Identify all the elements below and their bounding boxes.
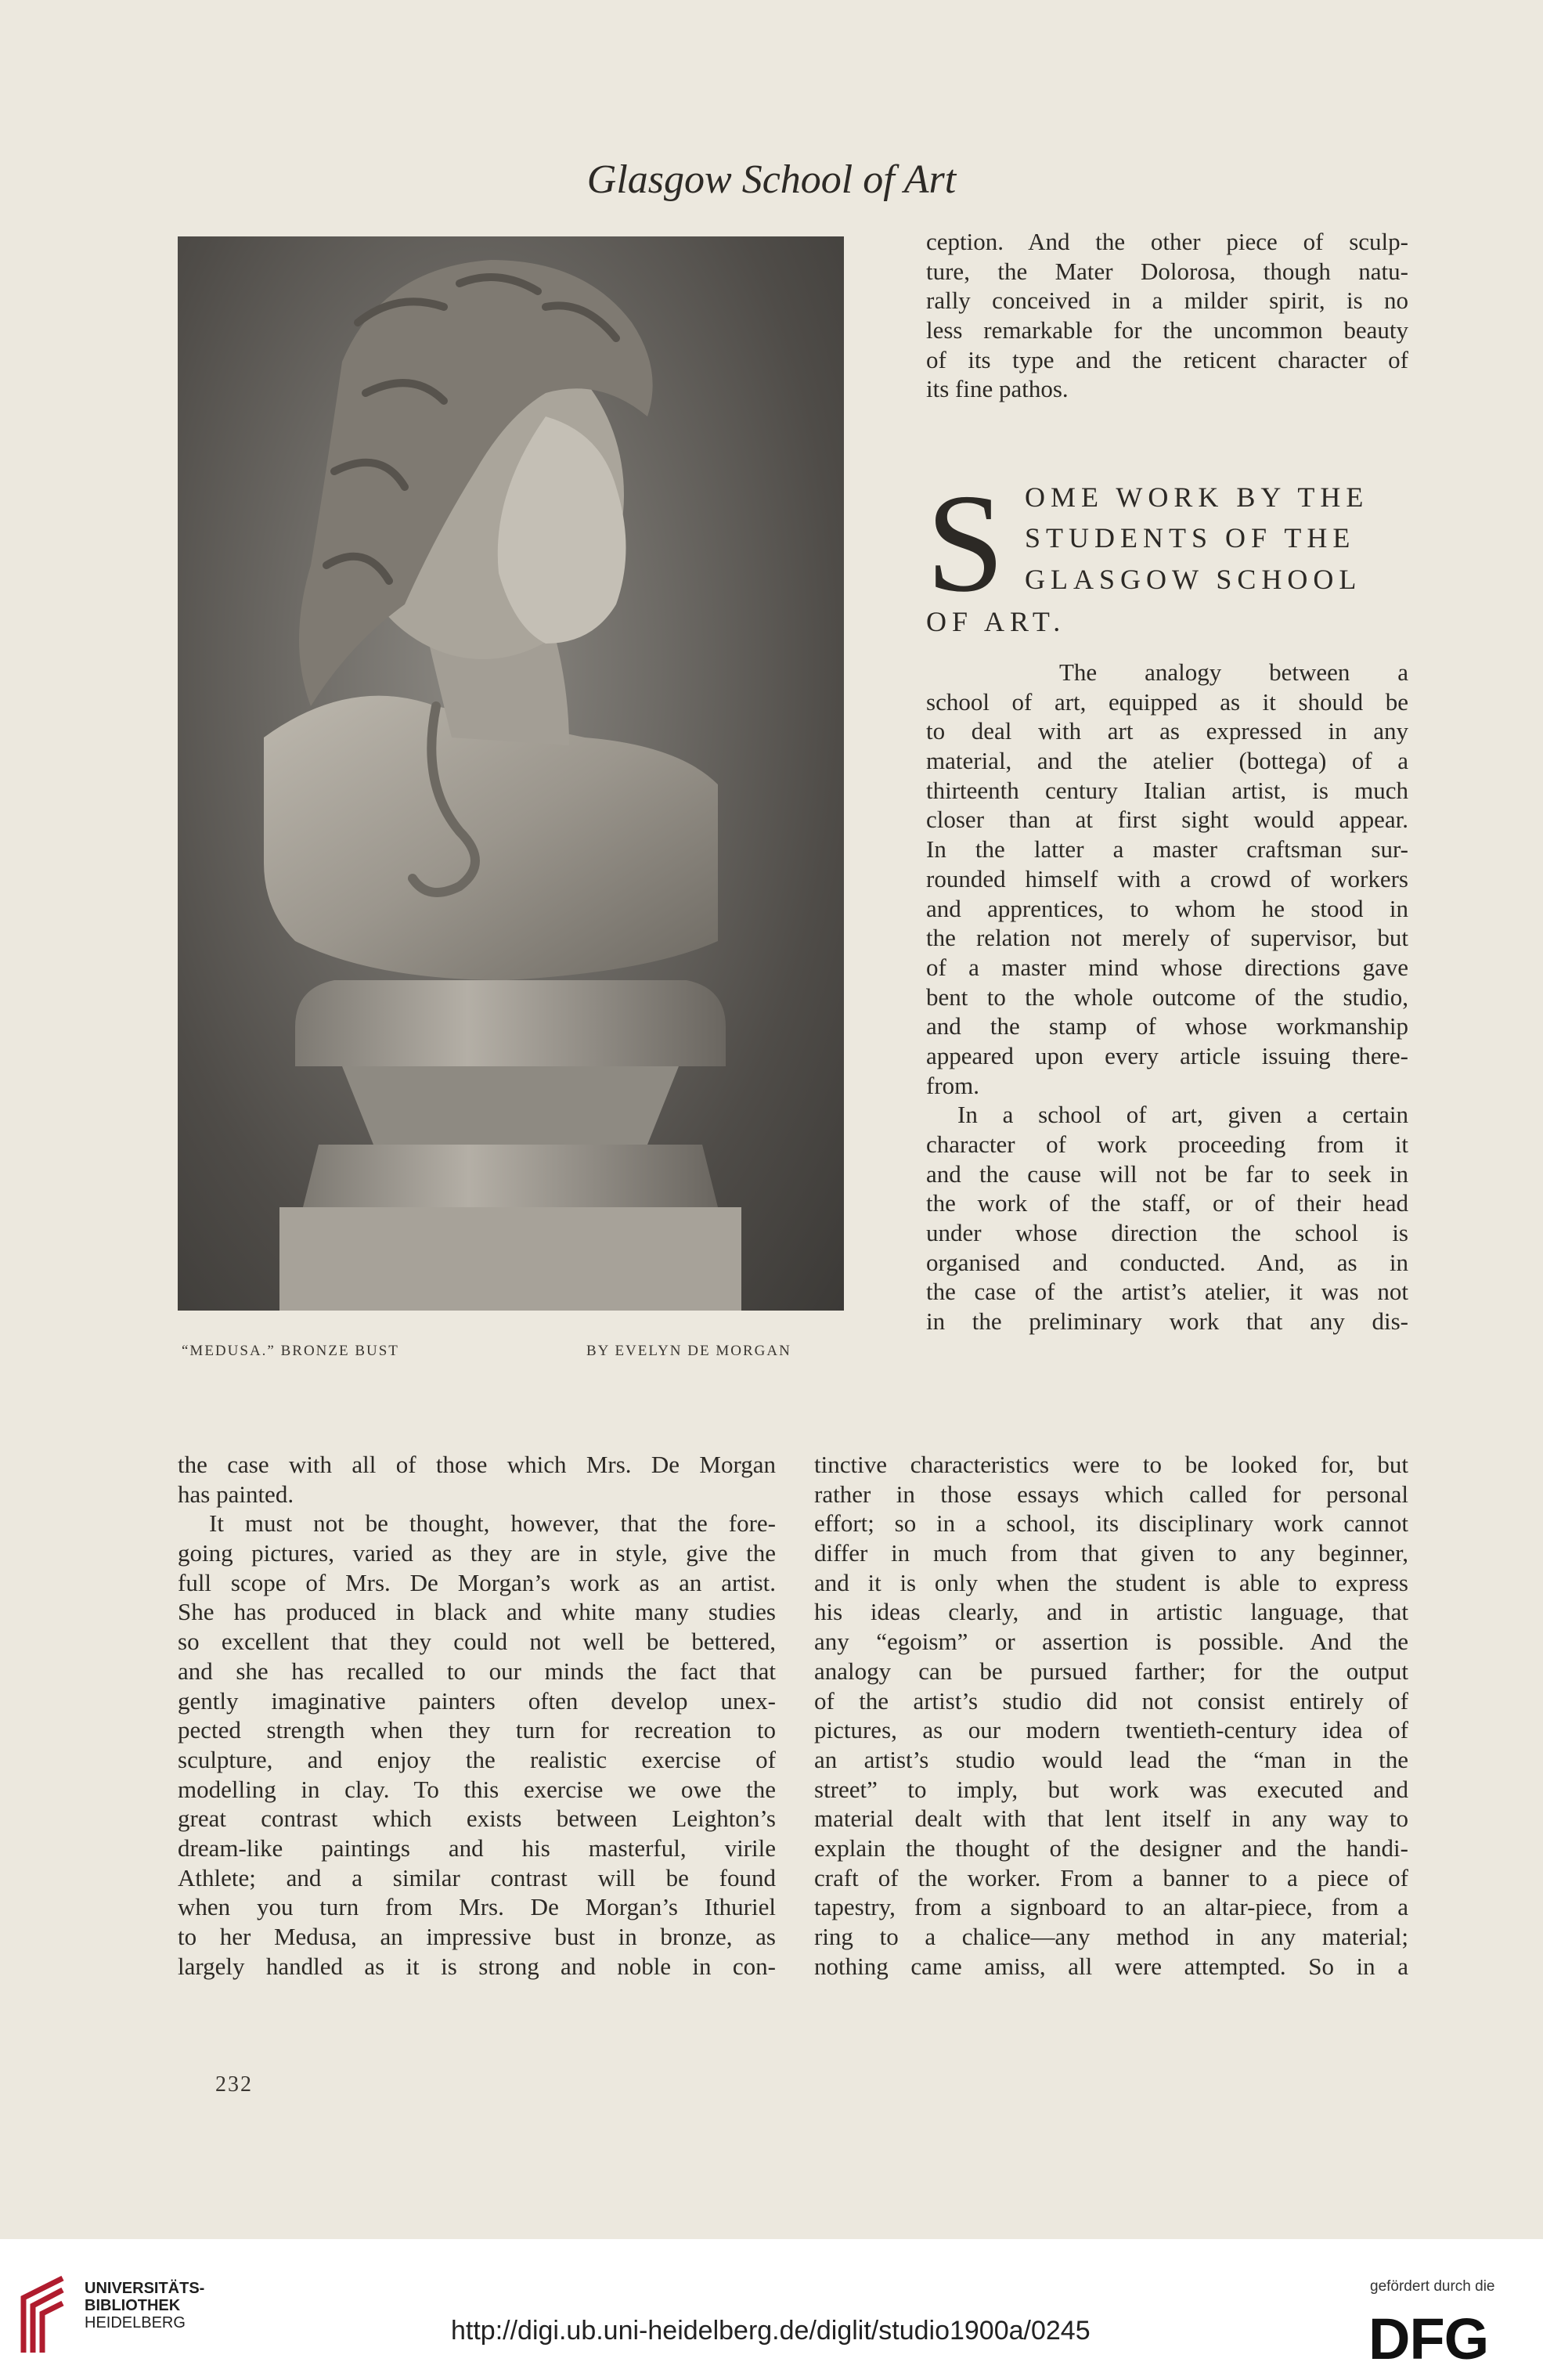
text-line: ception. And the other piece of sculp- xyxy=(926,228,1408,255)
left-column xyxy=(178,1450,776,1981)
text-line: In a school of art, given a certain xyxy=(957,1101,1408,1129)
text-line: pictures, as our modern twentieth-century idea of xyxy=(814,1716,1408,1744)
text-line: and she has recalled to our minds the fact that xyxy=(178,1657,776,1685)
text-line: to deal with art as expressed in any xyxy=(926,717,1408,745)
viewer-footer xyxy=(0,2239,1543,2380)
text-line: craft of the worker. From a banner to a piece of xyxy=(814,1863,1408,1891)
text-line: rally conceived in a milder spirit, is no xyxy=(926,287,1408,315)
text-line: thirteenth century Italian artist, is much xyxy=(926,776,1408,804)
text-line: The analogy between a xyxy=(1059,658,1408,686)
text-line: going pictures, varied as they are in style, give the xyxy=(178,1539,776,1567)
text-line: when you turn from Mrs. De Morgan’s Ithuriel xyxy=(178,1893,776,1921)
text-line: dream-like paintings and his masterful, virile xyxy=(178,1834,776,1862)
text-line: of its type and the reticent character of xyxy=(926,345,1408,373)
text-line: tinctive characteristics were to be looked for, but xyxy=(814,1451,1408,1478)
text-line: has painted. xyxy=(178,1480,294,1508)
text-line: character of work proceeding from it xyxy=(926,1130,1408,1158)
text-line: of the artist’s studio did not consist entirely of xyxy=(814,1686,1408,1715)
text-line: rather in those essays which called for personal xyxy=(814,1480,1408,1508)
text-line: school of art, equipped as it should be xyxy=(926,687,1408,716)
funded-by-label: gefördert durch die xyxy=(1370,2278,1495,2295)
text-line: She has produced in black and white many studies xyxy=(178,1598,776,1626)
text-line: sculpture, and enjoy the realistic exercise of xyxy=(178,1745,776,1773)
university-library-logo-icon[interactable] xyxy=(16,2274,78,2364)
text-line: Athlete; and a similar contrast will be found xyxy=(178,1863,776,1891)
text-line: appeared upon every article issuing there- xyxy=(926,1041,1408,1069)
text-line: modelling in clay. To this exercise we owe the xyxy=(178,1775,776,1803)
heading-line: GLASGOW SCHOOL xyxy=(1025,564,1362,595)
drop-cap: S xyxy=(926,465,1005,621)
text-line: street” to imply, but work was executed and xyxy=(814,1775,1408,1803)
text-line: gently imaginative painters often develop unex- xyxy=(178,1686,776,1715)
running-head: Glasgow School of Art xyxy=(586,157,957,202)
text-line: organised and conducted. And, as in xyxy=(926,1248,1408,1276)
text-line: an artist’s studio would lead the “man in the xyxy=(814,1745,1408,1773)
bust-illustration xyxy=(178,236,844,1311)
text-line: In the latter a master craftsman sur- xyxy=(926,835,1408,864)
text-line: It must not be thought, however, that the fore- xyxy=(209,1509,776,1538)
text-line: its fine pathos. xyxy=(926,375,1069,403)
figure-caption-title: “MEDUSA.” BRONZE BUST xyxy=(182,1343,399,1359)
text-line: material dealt with that lent itself in any way to xyxy=(814,1805,1408,1833)
right-column-bottom xyxy=(814,1450,1408,1981)
text-line: his ideas clearly, and in artistic language, that xyxy=(814,1598,1408,1626)
text-line: less remarkable for the uncommon beauty xyxy=(926,316,1408,344)
right-column-body xyxy=(926,658,1408,1336)
dfg-logo[interactable]: DFG xyxy=(1368,2306,1489,2371)
text-line: closer than at first sight would appear. xyxy=(926,806,1408,834)
library-name[interactable] xyxy=(85,2280,204,2331)
heading-line: OME WORK BY THE xyxy=(1025,481,1369,513)
heading-line: OF ART. xyxy=(926,606,1066,637)
permalink-url[interactable]: http://digi.ub.uni-heidelberg.de/diglit/studio1900a/0245 xyxy=(451,2316,1091,2346)
right-column-top xyxy=(926,227,1408,404)
text-line: the case of the artist’s atelier, it was not xyxy=(926,1278,1408,1306)
text-line: any “egoism” or assertion is possible. And the xyxy=(814,1628,1408,1656)
text-line: ture, the Mater Dolorosa, though natu- xyxy=(926,257,1408,285)
text-line: tapestry, from a signboard to an altar-piece, from a xyxy=(814,1893,1408,1921)
text-line: the case with all of those which Mrs. De Morgan xyxy=(178,1451,776,1478)
text-line: and apprentices, to whom he stood in xyxy=(926,894,1408,922)
text-line: and the stamp of whose workmanship xyxy=(926,1012,1408,1040)
library-line: BIBLIOTHEK xyxy=(85,2297,181,2314)
text-line: and the cause will not be far to seek in xyxy=(926,1159,1408,1188)
text-line: pected strength when they turn for recreation to xyxy=(178,1716,776,1744)
text-line: in the preliminary work that any dis- xyxy=(926,1307,1408,1336)
text-line: ring to a chalice—any method in any material; xyxy=(814,1923,1408,1950)
text-line: from. xyxy=(926,1071,980,1099)
page-number: 232 xyxy=(215,2072,253,2097)
text-line: largely handled as it is strong and noble in con- xyxy=(178,1952,776,1980)
text-line: and it is only when the student is able to express xyxy=(814,1568,1408,1596)
text-line: full scope of Mrs. De Morgan’s work as an artist. xyxy=(178,1568,776,1596)
text-line: differ in much from that given to any beginner, xyxy=(814,1539,1408,1567)
text-line: the relation not merely of supervisor, but xyxy=(926,924,1408,952)
text-line: explain the thought of the designer and the handi- xyxy=(814,1834,1408,1862)
figure-caption-credit: BY EVELYN DE MORGAN xyxy=(586,1343,791,1359)
text-line: so excellent that they could not well be bettered, xyxy=(178,1628,776,1656)
text-line: analogy can be pursued farther; for the output xyxy=(814,1657,1408,1685)
heading-line: STUDENTS OF THE xyxy=(1025,522,1356,554)
text-line: material, and the atelier (bottega) of a xyxy=(926,747,1408,775)
text-line: great contrast which exists between Leighton’s xyxy=(178,1805,776,1833)
library-line: UNIVERSITÄTS- xyxy=(85,2280,205,2297)
text-line: of a master mind whose directions gave xyxy=(926,953,1408,981)
text-line: bent to the whole outcome of the studio, xyxy=(926,983,1408,1011)
text-line: effort; so in a school, its disciplinary work cannot xyxy=(814,1509,1408,1538)
text-line: rounded himself with a crowd of workers xyxy=(926,864,1408,892)
text-line: under whose direction the school is xyxy=(926,1219,1408,1247)
text-line: nothing came amiss, all were attempted. So in a xyxy=(814,1952,1408,1980)
text-line: the work of the staff, or of their head xyxy=(926,1189,1408,1217)
medusa-bust-photo xyxy=(178,236,844,1311)
library-line: HEIDELBERG xyxy=(85,2314,186,2331)
text-line: to her Medusa, an impressive bust in bronze, as xyxy=(178,1923,776,1950)
